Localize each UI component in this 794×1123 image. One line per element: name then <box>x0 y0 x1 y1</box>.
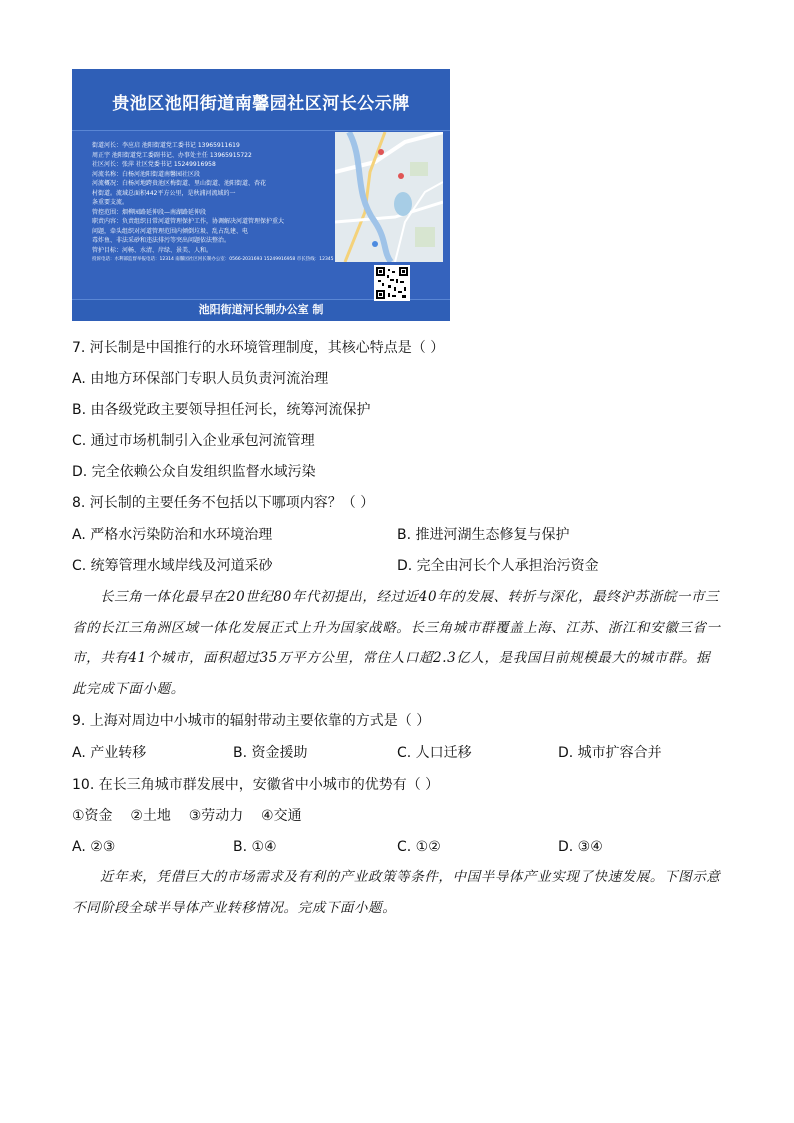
qr-graphic <box>376 267 408 299</box>
map-graphic <box>335 132 443 262</box>
sign-line: 社区河长：张萍 社区党委书记 15249916958 <box>92 161 216 168</box>
sign-line: 管护目标：河畅、水清、岸绿、景美、人和。 <box>92 246 213 254</box>
question-9-stem: 9. 上海对周边中小城市的辐射带动主要依靠的方式是（ ） <box>72 713 431 729</box>
passage-yangtze-delta: 长三角一体化最早在20世纪80年代初提出，经过近40年的发展、转折与深化，最终沪苏浙皖一市三省的长江三角洲区域一体化发展正式上升为国家战略。长三角城市群覆盖上海、江苏、浙江和安徽三省一市，共有41个城市，面积超过35万平方公里，常住人口超2.3亿人，是我国目前规模最大的城市群。据此完成下面小题。 <box>72 589 721 697</box>
sign-title: 贵池区池阳街道南馨园社区河长公示牌 <box>112 94 410 114</box>
passage-semiconductor: 近年来，凭借巨大的市场需求及有利的产业政策等条件，中国半导体产业实现了快速发展。下图示意不同阶段全球半导体产业转移情况。完成下面小题。 <box>72 869 721 916</box>
question-9-option-c: C. 人口迁移 <box>397 745 472 761</box>
question-9-option-b: B. 资金援助 <box>233 745 308 761</box>
sign-line: 条重要支流。 <box>92 199 129 206</box>
question-9-option-d: D. 城市扩容合并 <box>558 745 662 761</box>
question-8-stem: 8. 河长制的主要任务不包括以下哪项内容？（ ） <box>72 495 375 511</box>
river-chief-sign <box>72 69 450 321</box>
sign-line: 问题，牵头组织对河道管理范围内倾倒垃圾、乱占乱建、电 <box>92 227 249 235</box>
question-10-option-c: C. ①② <box>397 839 441 855</box>
sign-info <box>92 141 342 265</box>
location-map <box>335 132 443 262</box>
sign-line: 村街道。流域总面积442平方公里，是秋浦河流域的一 <box>92 189 236 197</box>
sign-footer: 池阳街道河长制办公室 制 <box>198 303 324 316</box>
question-7-option-d: D. 完全依赖公众自发组织监督水域污染 <box>72 464 316 480</box>
sign-line: 周正宇 池阳街道党工委副书记、办事处主任 13965915722 <box>92 151 252 159</box>
question-10-stem: 10. 在长三角城市群发展中，安徽省中小城市的优势有（ ） <box>72 777 440 793</box>
question-7-option-b: B. 由各级党政主要领导担任河长，统筹河流保护 <box>72 402 371 418</box>
sign-line: 河流概况：白杨河地跨贵池区梅街道、里山街道、池阳街道、杏花 <box>92 180 267 187</box>
question-9-option-a: A. 产业转移 <box>72 745 147 761</box>
question-8-option-a: A. 严格水污染防治和水环境治理 <box>72 527 273 543</box>
sign-line: 管控范围：烟柳园路延伸段—南湖路延伸段 <box>92 208 207 216</box>
question-8-option-b: B. 推进河湖生态修复与保护 <box>397 527 570 543</box>
question-10-option-b: B. ①④ <box>233 839 277 855</box>
sign-line: 毒炸鱼、非法采砂和违法排污等突出问题依法整治。 <box>92 237 231 244</box>
sign-line: 投诉电话：水利部监督举报电话：12314 南馨园社区河长制办公室：0566-2031693 15249916958 市长热线：12345 <box>92 257 334 262</box>
question-10-option-a: A. ②③ <box>72 839 116 855</box>
sign-line: 河流名称：白杨河池阳街道南馨园社区段 <box>92 170 201 178</box>
question-10-items: ①资金 ②土地 ③劳动力 ④交通 <box>72 808 302 824</box>
question-7-option-c: C. 通过市场机制引入企业承包河流管理 <box>72 433 315 449</box>
question-8-option-d: D. 完全由河长个人承担治污资金 <box>397 558 599 574</box>
question-7-stem: 7. 河长制是中国推行的水环境管理制度，其核心特点是（ ） <box>72 340 445 356</box>
question-10-option-d: D. ③④ <box>558 839 603 855</box>
qr-code <box>374 265 410 301</box>
question-7-option-a: A. 由地方环保部门专职人员负责河流治理 <box>72 371 329 387</box>
sign-line: 职责内容：负责组织日常河道管理保护工作，协调解决河道管理保护重大 <box>92 218 285 225</box>
question-8-option-c: C. 统筹管理水域岸线及河道采砂 <box>72 558 273 574</box>
sign-line: 街道河长：李应启 池阳街道党工委书记 13965911619 <box>92 142 240 149</box>
